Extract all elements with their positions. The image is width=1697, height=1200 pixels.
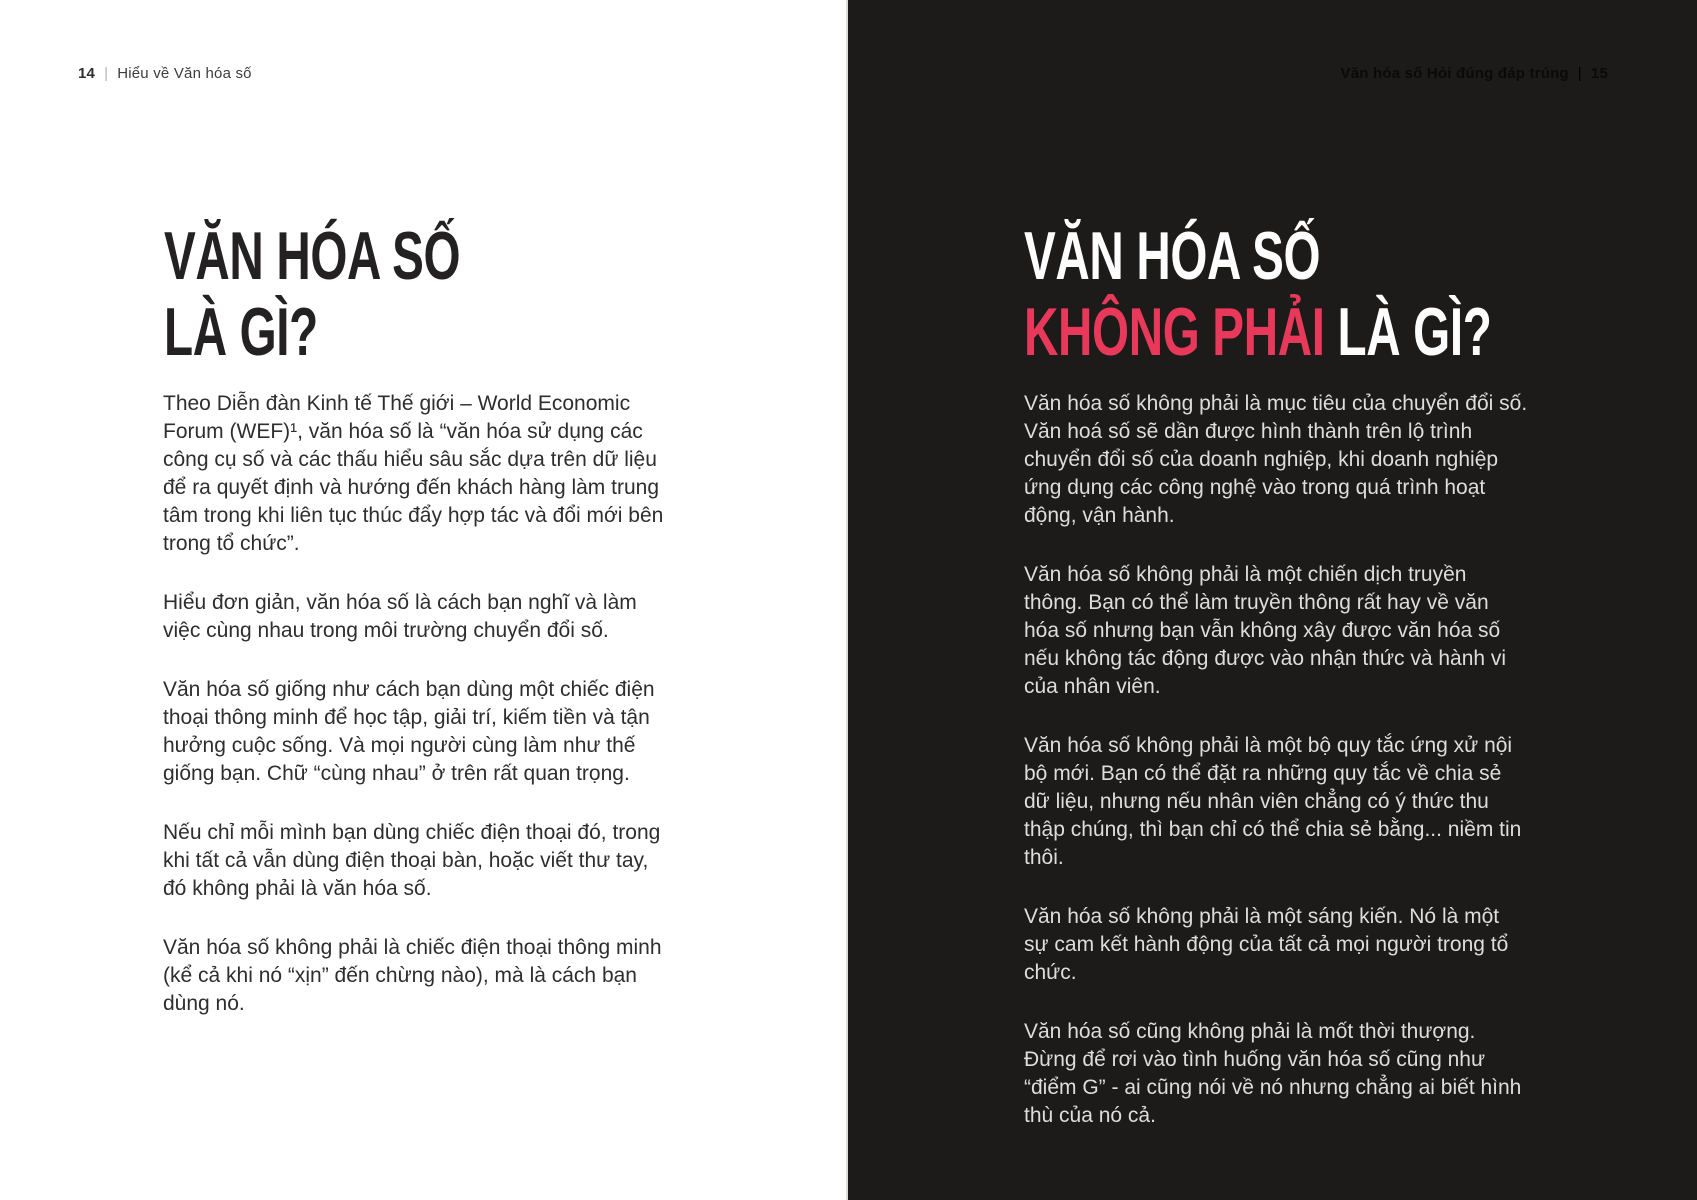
right-title-line-2-rest: LÀ GÌ?	[1337, 294, 1492, 370]
left-paragraph-5: Văn hóa số không phải là chiếc điện thoại thông minh (kể cả khi nó “xịn” đến chừng nào), mà là cách bạn dùng nó.	[163, 936, 662, 1015]
left-running-head	[78, 64, 252, 84]
left-header-separator: |	[104, 65, 109, 82]
right-title-line-2	[1024, 294, 1491, 370]
right-paragraph-4: Văn hóa số không phải là một sáng kiến. Nó là một sự cam kết hành động của tất cả mọi người trong tổ chức.	[1024, 905, 1509, 984]
left-paragraph-4: Nếu chỉ mỗi mình bạn dùng chiếc điện thoại đó, trong khi tất cả vẫn dùng điện thoại bàn, hoặc viết thư tay, đó không phải là văn hóa số.	[163, 821, 661, 900]
left-body-copy	[163, 390, 675, 1018]
right-page	[846, 0, 1697, 1200]
right-running-head	[1341, 64, 1609, 84]
left-running-title: Hiểu về Văn hóa số	[117, 65, 252, 82]
left-paragraph-2: Hiểu đơn giản, văn hóa số là cách bạn nghĩ và làm việc cùng nhau trong môi trường chuyển đổi số.	[163, 591, 637, 642]
left-page-number: 14	[78, 65, 96, 82]
left-page	[0, 0, 846, 1200]
left-paragraph-3: Văn hóa số giống như cách bạn dùng một chiếc điện thoại thông minh để học tập, giải trí, kiếm tiền và tận hưởng cuộc sống. Và mọi người cùng làm như thế giống bạn. Chữ “cùng nhau” ở trên rất quan trọng.	[163, 678, 655, 785]
right-paragraph-2: Văn hóa số không phải là một chiến dịch truyền thông. Bạn có thể làm truyền thông rất hay về văn hóa số nhưng bạn vẫn không xây được văn hóa số nếu không tác động được vào nhận thức và hành vi của nhân viên.	[1024, 563, 1507, 698]
right-paragraph-3: Văn hóa số không phải là một bộ quy tắc ứng xử nội bộ mới. Bạn có thể đặt ra những quy tắc về chia sẻ dữ liệu, nhưng nếu nhân viên chẳng có ý thức thu thập chúng, thì bạn chỉ có thể chia sẻ bằng... niềm tin thôi.	[1024, 734, 1522, 869]
left-title-line-2: LÀ GÌ?	[164, 294, 318, 370]
left-title-line-1: VĂN HÓA SỐ	[164, 218, 461, 294]
right-page-number: 15	[1590, 65, 1608, 82]
left-paragraph-1: Theo Diễn đàn Kinh tế Thế giới – World Economic Forum (WEF)¹, văn hóa số là “văn hóa sử dụng các công cụ số và các thấu hiểu sâu sắc dựa trên dữ liệu để ra quyết định và hướng đến khách hàng làm trung tâm trong khi liên tục thúc đẩy hợp tác và đổi mới bên trong tổ chức”.	[163, 392, 664, 555]
right-paragraph-1: Văn hóa số không phải là mục tiêu của chuyển đổi số. Văn hoá số sẽ dần được hình thành trên lộ trình chuyển đổi số của doanh nghiệp, khi doanh nghiệp ứng dụng các công nghệ vào trong quá trình hoạt động, vận hành.	[1024, 392, 1528, 527]
right-page-title	[1024, 218, 1491, 370]
right-title-highlight: KHÔNG PHẢI	[1024, 294, 1325, 370]
right-header-separator: |	[1577, 65, 1582, 82]
right-title-line-1: VĂN HÓA SỐ	[1024, 218, 1321, 294]
right-body-copy	[1024, 390, 1529, 1130]
right-running-title: Văn hóa số Hỏi đúng đáp trúng	[1340, 65, 1569, 82]
right-paragraph-5: Văn hóa số cũng không phải là mốt thời thượng. Đừng để rơi vào tình huống văn hóa số cũng như “điểm G” - ai cũng nói về nó nhưng chẳng ai biết hình thù của nó cả.	[1024, 1020, 1522, 1127]
left-page-title	[164, 218, 460, 370]
